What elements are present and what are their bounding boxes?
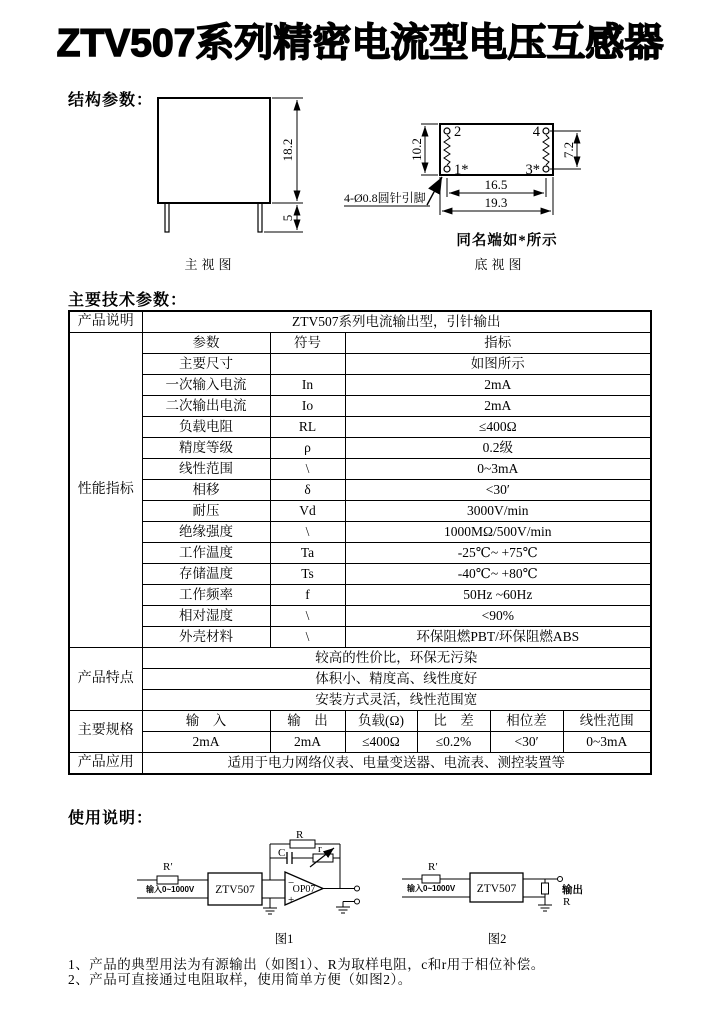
cell-spec-header: 线性范围	[563, 711, 651, 732]
table-row	[69, 438, 651, 459]
table-row	[69, 354, 651, 375]
dim-body-height: 18.2	[280, 138, 295, 162]
input-range-label: 输入0~1000V	[146, 885, 195, 894]
ztv507-label: ZTV507	[215, 884, 255, 896]
cell-symbol: \	[270, 627, 345, 648]
cell-spec-value: <30′	[490, 732, 563, 753]
pin4-label: 4	[532, 124, 540, 140]
front-view-body	[158, 98, 270, 203]
cell-features-label: 产品特点	[69, 648, 142, 711]
cell-value: ≤400Ω	[345, 417, 651, 438]
cell-product-desc-label: 产品说明	[69, 311, 142, 333]
cell-param: 存储温度	[142, 564, 270, 585]
opamp-plus: +	[288, 894, 295, 906]
ground-icon	[336, 907, 350, 913]
tech-params-heading: 主要技术参数：	[68, 292, 188, 309]
cell-spec-header: 输 入	[142, 711, 270, 732]
cell-param: 线性范围	[142, 459, 270, 480]
cell-value: 3000V/min	[345, 501, 651, 522]
cell-param: 精度等级	[142, 438, 270, 459]
pin3-circle	[543, 166, 549, 172]
reference-line	[343, 902, 355, 908]
cell-symbol: \	[270, 522, 345, 543]
cell-spec-value: ≤400Ω	[345, 732, 417, 753]
cell-symbol: Vd	[270, 501, 345, 522]
note-line: 1、产品的典型用法为有源输出（如图1）、R为取样电阻，c和r用于相位补偿。	[68, 957, 545, 972]
dim-width: 19.3	[484, 195, 508, 210]
table-row	[69, 690, 651, 711]
cell-value: 0~3mA	[345, 459, 651, 480]
cell-param: 绝缘强度	[142, 522, 270, 543]
coil-left	[444, 135, 450, 165]
cell-param: 二次输出电流	[142, 396, 270, 417]
r-label: R	[296, 830, 304, 841]
cell-feature: 较高的性价比，环保无污染	[142, 648, 651, 669]
cell-symbol: \	[270, 459, 345, 480]
structure-heading: 结构参数：	[68, 92, 154, 109]
table-row	[69, 564, 651, 585]
usage-circuit-diagrams	[60, 830, 660, 950]
cell-param: 负载电阻	[142, 417, 270, 438]
note-line: 2、产品可直接通过电阻取样，使用简单方便（如图2）。	[68, 972, 412, 987]
cell-param: 主要尺寸	[142, 354, 270, 375]
cell-param: 工作温度	[142, 543, 270, 564]
cell-symbol: f	[270, 585, 345, 606]
cell-value: 2mA	[345, 375, 651, 396]
pin3-label: 3*	[525, 162, 540, 178]
table-row	[69, 522, 651, 543]
cell-symbol: δ	[270, 480, 345, 501]
dim-pin-length: 5	[280, 214, 295, 222]
c-label: C	[278, 847, 286, 859]
cell-value: -25℃~ +75℃	[345, 543, 651, 564]
r-prime-label: R′	[163, 861, 173, 873]
cell-spec-header: 比 差	[417, 711, 490, 732]
cell-header-param: 参数	[142, 333, 270, 354]
front-view-label: 主视图	[184, 257, 236, 272]
table-row	[69, 417, 651, 438]
pin1-label: 1*	[454, 162, 469, 178]
table-row	[69, 396, 651, 417]
figure2-label: 图2	[487, 932, 507, 946]
coil-right	[543, 135, 549, 165]
pin4-circle	[543, 128, 549, 134]
cell-value: 如图所示	[345, 354, 651, 375]
cell-value: 1000MΩ/500V/min	[345, 522, 651, 543]
figure1-label: 图1	[274, 932, 294, 946]
table-row	[69, 480, 651, 501]
cell-specs-label: 主要规格	[69, 711, 142, 753]
resistor-r-prime	[422, 875, 440, 883]
usage-heading: 使用说明：	[68, 810, 154, 827]
cell-value: 50Hz ~60Hz	[345, 585, 651, 606]
same-name-note: 同名端如*所示	[456, 233, 558, 249]
cell-application-label: 产品应用	[69, 753, 142, 775]
capacitor-c	[287, 852, 292, 864]
cell-value: 0.2级	[345, 438, 651, 459]
secondary-lines	[262, 880, 285, 898]
cell-spec-header: 输 出	[270, 711, 345, 732]
cell-symbol: Ts	[270, 564, 345, 585]
dim-pin-vertical: 7.2	[561, 141, 576, 159]
cell-header-value: 指标	[345, 333, 651, 354]
cell-symbol: \	[270, 606, 345, 627]
cell-perf-label: 性能指标	[69, 333, 142, 648]
structure-diagrams	[60, 85, 660, 285]
pin1-circle	[444, 166, 450, 172]
table-row	[69, 732, 651, 753]
opamp-minus: −	[288, 877, 295, 889]
cell-param: 相移	[142, 480, 270, 501]
pin2-label: 2	[454, 124, 462, 140]
table-row	[69, 543, 651, 564]
cell-spec-value: ≤0.2%	[417, 732, 490, 753]
front-view-pin-right	[258, 203, 262, 232]
cell-feature: 安装方式灵活，线性范围宽	[142, 690, 651, 711]
resistor-r	[290, 840, 315, 848]
cell-symbol: RL	[270, 417, 345, 438]
ztv507-label: ZTV507	[476, 883, 517, 895]
resistor-r-prime	[157, 876, 178, 884]
cell-value: <90%	[345, 606, 651, 627]
adjustable-arrow	[310, 848, 334, 867]
cell-value: 2mA	[345, 396, 651, 417]
table-row	[69, 585, 651, 606]
cell-value: 环保阻燃PBT/环保阻燃ABS	[345, 627, 651, 648]
cell-spec-header: 相位差	[490, 711, 563, 732]
cell-param: 外壳材料	[142, 627, 270, 648]
cell-symbol: Ta	[270, 543, 345, 564]
ground-icon	[263, 908, 277, 914]
opamp-label: OP07	[292, 884, 316, 895]
cell-spec-value: 2mA	[270, 732, 345, 753]
table-row	[69, 648, 651, 669]
cell-spec-header: 负载(Ω)	[345, 711, 417, 732]
table-row	[69, 501, 651, 522]
cell-application: 适用于电力网络仪表、电量变送器、电流表、测控装置等	[142, 753, 651, 775]
r-prime-label: R′	[428, 861, 438, 873]
dim-height: 10.2	[409, 138, 424, 161]
table-row	[69, 375, 651, 396]
reference-terminal	[355, 899, 360, 904]
table-row	[69, 669, 651, 690]
output-terminal	[355, 886, 360, 891]
table-row	[69, 606, 651, 627]
table-row	[69, 753, 651, 775]
input-range-label: 输入0~1000V	[407, 884, 456, 893]
page-title: ZTV507系列精密电流型电压互感器	[56, 22, 664, 65]
front-view-drawing	[158, 98, 303, 232]
output-label: 输出	[562, 885, 583, 896]
usage-notes	[68, 957, 545, 987]
pin-note: 4-Ø0.8圆针引脚	[344, 191, 426, 205]
cell-feature: 体积小、精度高、线性度好	[142, 669, 651, 690]
cell-spec-value: 0~3mA	[563, 732, 651, 753]
front-view-pin-left	[165, 203, 169, 232]
cell-value: <30′	[345, 480, 651, 501]
cell-symbol: Io	[270, 396, 345, 417]
cell-spec-value: 2mA	[142, 732, 270, 753]
bottom-view-label: 底视图	[474, 257, 526, 272]
cell-param: 相对湿度	[142, 606, 270, 627]
tech-params-table	[68, 310, 652, 775]
table-row	[69, 711, 651, 732]
table-row	[69, 627, 651, 648]
resistor-rv	[313, 854, 333, 862]
resistor-r-sampling	[542, 883, 549, 894]
cell-value: -40℃~ +80℃	[345, 564, 651, 585]
r-label: R	[563, 896, 571, 908]
cell-header-symbol: 符号	[270, 333, 345, 354]
ground-icon	[538, 905, 552, 911]
cell-param: 耐压	[142, 501, 270, 522]
figure1-circuit	[137, 840, 360, 914]
table-row	[69, 459, 651, 480]
cell-param: 一次输入电流	[142, 375, 270, 396]
secondary-lines	[523, 879, 558, 897]
dim-pin-span: 16.5	[484, 177, 508, 192]
cell-product-desc: ZTV507系列电流输出型，引针输出	[142, 311, 651, 333]
cell-symbol: ρ	[270, 438, 345, 459]
output-terminal	[558, 877, 563, 882]
cell-symbol	[270, 354, 345, 375]
rv-label: r	[318, 843, 322, 855]
table-row	[69, 311, 651, 333]
cell-symbol: In	[270, 375, 345, 396]
cell-param: 工作频率	[142, 585, 270, 606]
table-row	[69, 333, 651, 354]
pin2-circle	[444, 128, 450, 134]
